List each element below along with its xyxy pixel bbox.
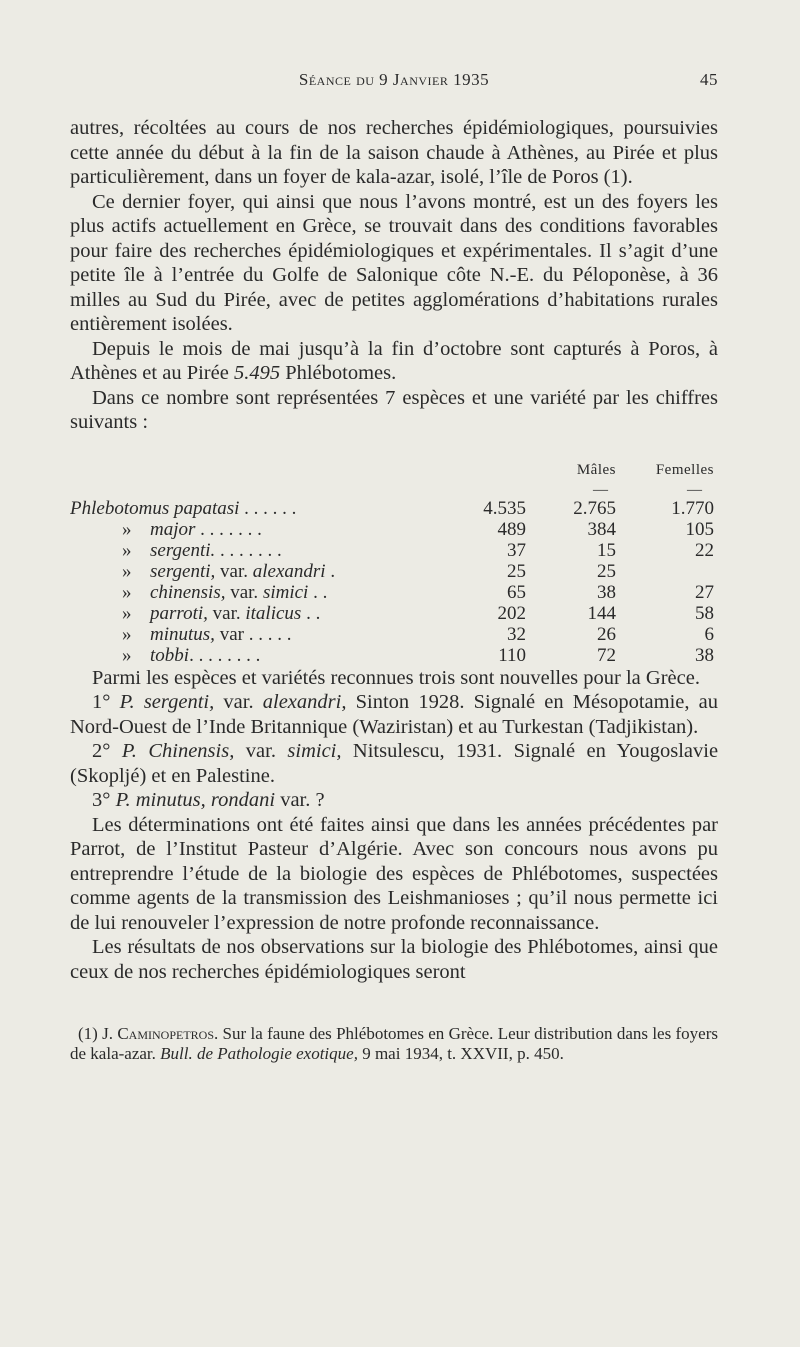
- leader-dots: . .: [308, 581, 328, 603]
- row-prefix: »: [122, 644, 132, 666]
- paragraph-9: Les déterminations ont été faites ainsi que dans les années précédentes par Parrot, de l’Institut Pasteur d’Algérie. Avec son concours nous avons pu entreprendre l’étude de la biologie des espèces de Phlébotomes, suspectées comme agents de la transmission des Leishmanioses ; qu’il nous permette ici de lui renouveler l’expression de notre profonde reconnaissance.: [70, 813, 718, 934]
- paragraph-10: Les résultats de nos observations sur la biologie des Phlébotomes, ainsi que ceux de nos recherches épidémiologiques seront: [70, 936, 718, 983]
- page: [70, 70, 718, 1064]
- item-text: var. ?: [280, 789, 325, 811]
- table-row: [70, 624, 718, 645]
- females-cell: 105: [685, 518, 714, 540]
- dash-males: —: [593, 481, 608, 498]
- species-name-cell: [70, 519, 470, 540]
- variety-name: simici: [262, 581, 309, 603]
- paragraph-3-text-b: Phlébotomes.: [280, 362, 397, 384]
- paragraph-2: Ce dernier foyer, qui ainsi que nous l’avons montré, est un des foyers les plus actifs actuellement en Grèce, se trouvait dans des conditions favorables pour faire des recherches épidémiologiques et expérimentales. Il s’agit d’une petite île à l’entrée du Golfe de Salonique côte N.-E. du Péloponèse, à 36 milles au Sud du Pirée, avec de petites agglomérations d’habitations rurales entièrement isolées.: [70, 190, 718, 335]
- item-genus: P.: [115, 789, 131, 811]
- item-species: minutus,: [135, 789, 206, 811]
- total-cell: 32: [507, 623, 526, 645]
- variety-name: italicus: [245, 602, 302, 624]
- variety-name: alexandri: [252, 560, 326, 582]
- leader-dots: . . . . . .: [239, 497, 297, 519]
- table-header-dashes: [70, 481, 718, 498]
- row-prefix: »: [122, 539, 132, 561]
- total-cell: 25: [507, 560, 526, 582]
- females-cell: 22: [695, 539, 714, 561]
- males-cell: 72: [597, 644, 616, 666]
- table-row: [70, 540, 718, 561]
- total-cell: 37: [507, 539, 526, 561]
- females-cell: 27: [695, 581, 714, 603]
- females-cell: [616, 561, 714, 582]
- species-name: parroti,: [150, 602, 208, 624]
- leader-dots: . . . . . . . .: [189, 644, 261, 666]
- males-cell: 384: [587, 518, 616, 540]
- item-species: Chinensis,: [148, 740, 235, 762]
- row-prefix: »: [122, 581, 132, 603]
- item-number: 3°: [92, 789, 111, 811]
- table-header: [70, 462, 718, 484]
- total-cell: 202: [497, 602, 526, 624]
- species-name-cell: [70, 624, 470, 645]
- males-cell: 26: [597, 623, 616, 645]
- total-cell: 489: [497, 518, 526, 540]
- males-cell: 144: [587, 602, 616, 624]
- species-table: [70, 462, 718, 666]
- species-name: tobbi: [150, 644, 190, 666]
- species-name-cell: [70, 603, 470, 624]
- item-genus: P.: [119, 691, 135, 713]
- leader-dots: .: [325, 560, 336, 582]
- var-label: var.: [225, 581, 263, 603]
- footnote: [70, 1024, 718, 1064]
- paragraph-4: Dans ce nombre sont représentées 7 espèces et une variété par les chiffres suivants :: [70, 386, 718, 433]
- species-name: sergenti.: [150, 539, 216, 561]
- species-name: chinensis,: [150, 581, 226, 603]
- paragraph-3-text-a: Depuis le mois de mai jusqu’à la fin d’octobre sont capturés à Poros, à Athènes et au Pirée: [70, 337, 718, 384]
- var-label: var.: [207, 602, 246, 624]
- item-number: 2°: [92, 740, 111, 762]
- table-row: [70, 582, 718, 603]
- total-cell: 65: [507, 581, 526, 603]
- item-var: var.: [245, 740, 276, 762]
- table-row: [70, 498, 718, 519]
- footnote-mark: (1): [78, 1024, 98, 1043]
- row-prefix: Phlebotomus: [70, 497, 170, 519]
- item-text: Sinton 1928. Signalé en Mésopotamie, au Nord-Ouest de l’Inde Britannique (Waziristan) et au Turkestan (Tadjikistan).: [70, 691, 719, 738]
- species-name-cell: [70, 582, 470, 603]
- dash-females: —: [687, 481, 702, 498]
- table-row: [70, 519, 718, 540]
- running-title: Séance du 9 Janvier 1935: [298, 70, 490, 89]
- females-cell: 1.770: [671, 497, 714, 519]
- total-cell: 4.535: [483, 497, 526, 519]
- item-variety: alexandri,: [262, 691, 347, 713]
- header-males: Mâles: [576, 461, 616, 478]
- total-cell: 110: [498, 644, 526, 666]
- new-species-item: [70, 739, 718, 788]
- species-name: papatasi: [173, 497, 240, 519]
- var-label: var: [214, 623, 244, 645]
- new-species-item: [70, 690, 718, 739]
- species-name-cell: [70, 540, 470, 561]
- paragraph-1: autres, récoltées au cours de nos recherches épidémiologiques, poursuivies cette année du début à la fin de la saison chaude à Athènes, au Pirée et plus particulièrement, dans un foyer de kala-azar, isolé, l’île de Poros (1).: [70, 117, 718, 188]
- species-name: sergenti,: [150, 560, 216, 582]
- row-prefix: »: [122, 602, 132, 624]
- row-prefix: »: [122, 518, 132, 540]
- table-row: [70, 603, 718, 624]
- leader-dots: . . . . .: [243, 623, 292, 645]
- item-number: 1°: [92, 691, 111, 713]
- species-name-cell: [70, 645, 470, 666]
- item-variety: rondani: [210, 789, 276, 811]
- leader-dots: . . . . . . .: [195, 518, 262, 540]
- item-text: Nitsulescu, 1931. Signalé en Yougoslavie (Skopljé) et en Palestine.: [70, 740, 719, 787]
- females-cell: 6: [704, 623, 714, 645]
- species-name: major: [150, 518, 196, 540]
- header-females: Femelles: [655, 461, 714, 478]
- page-number: 45: [700, 70, 718, 89]
- row-prefix: »: [122, 560, 132, 582]
- footnote-journal: Bull. de Pathologie exotique,: [160, 1044, 358, 1063]
- species-name: minutus,: [150, 623, 215, 645]
- leader-dots: . .: [301, 602, 321, 624]
- row-prefix: »: [122, 623, 132, 645]
- table-row: [70, 561, 718, 582]
- table-row: [70, 645, 718, 666]
- males-cell: 38: [597, 581, 616, 603]
- footnote-text-a: Sur la faune des Phlébotomes en Grèce. Leur distribution dans les foyers de kala-azar.: [70, 1024, 718, 1063]
- var-label: var.: [215, 560, 253, 582]
- species-name-cell: [70, 498, 470, 519]
- paragraph-5: Parmi les espèces et variétés reconnues trois sont nouvelles pour la Grèce.: [92, 666, 700, 689]
- males-cell: 2.765: [573, 497, 616, 519]
- item-var: var.: [223, 691, 254, 713]
- item-variety: simici,: [287, 740, 342, 762]
- paragraph-3-number: 5.495: [233, 362, 281, 384]
- paragraph-3: [70, 337, 718, 386]
- footnote-text-b: 9 mai 1934, t. XXVII, p. 450.: [357, 1044, 564, 1063]
- males-cell: 25: [597, 560, 616, 582]
- running-header: [70, 70, 718, 100]
- females-cell: 58: [695, 602, 714, 624]
- footnote-author: J. Caminopetros.: [102, 1024, 219, 1043]
- new-species-item: [70, 788, 718, 813]
- females-cell: 38: [695, 644, 714, 666]
- species-name-cell: [70, 561, 470, 582]
- new-species-list: [70, 690, 718, 813]
- leader-dots: . . . . . . .: [215, 539, 282, 561]
- item-genus: P.: [121, 740, 137, 762]
- males-cell: 15: [597, 539, 616, 561]
- item-species: sergenti,: [143, 691, 215, 713]
- table-body: [70, 498, 718, 666]
